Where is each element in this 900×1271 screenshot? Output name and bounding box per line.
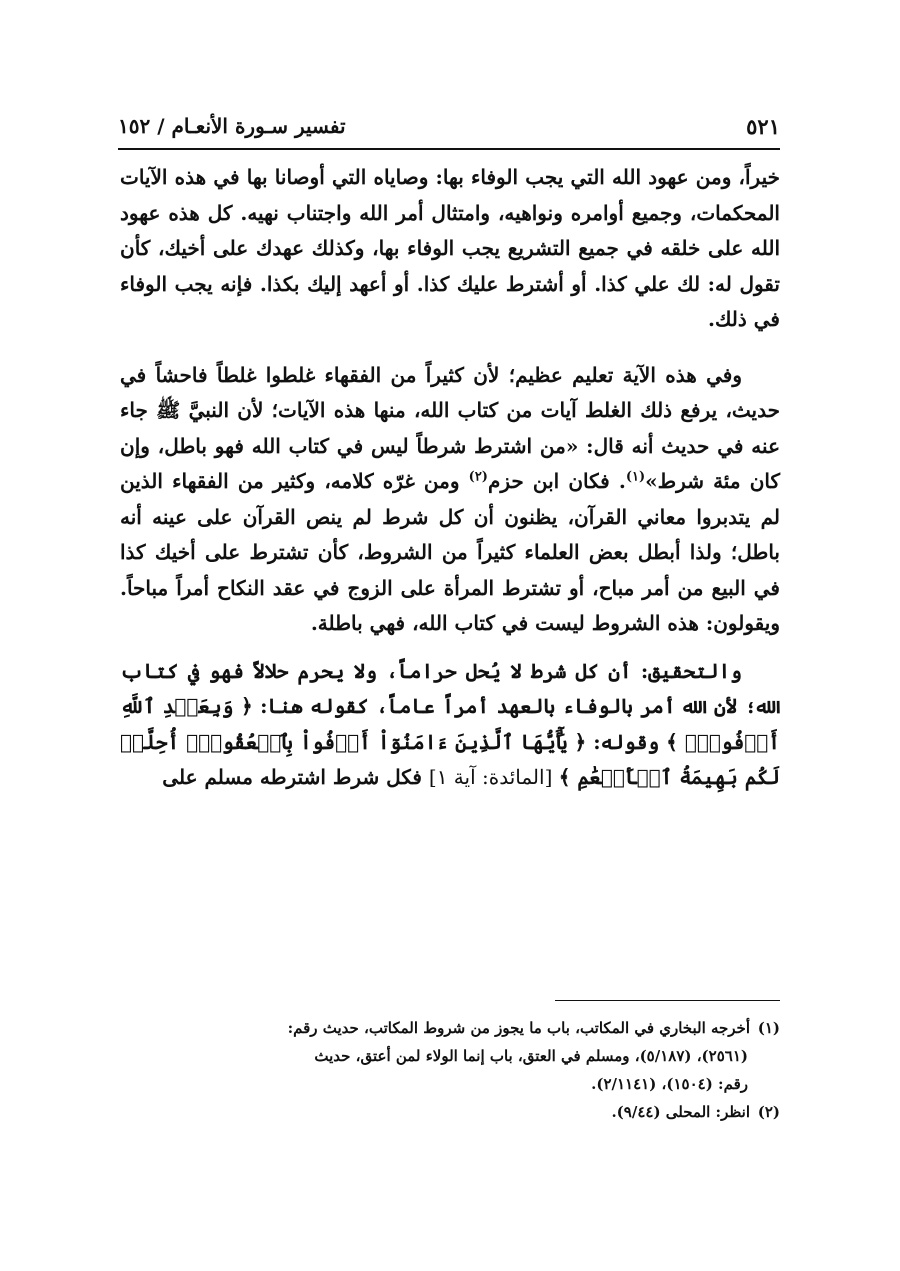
paragraph-3-text-b: وقوله: (586, 729, 667, 754)
footnote-2-text: انظر: المحلى (٩/٤٤). (611, 1103, 750, 1121)
running-title: تفسير سـورة الأنعـام / ١٥٢ (118, 114, 346, 138)
paragraph-1: خيراً، ومن عهود الله التي يجب الوفاء بها: وصاياه التي أوصانا بها في هذه الآيات المحكمات، وجميع أوامره ونواهيه، وامتثال أمر الله واجتناب نهيه. كل هذه عهود الله على خلقه في جميع التشريع يجب الوفاء بها، وكذلك عهدك على أخيك، كأن تقول له: لك علي كذا. أو أشترط عليك كذا. أو أعهد إليك بكذا. فإنه يجب الوفاء في ذلك. (120, 165, 780, 331)
footnote-1-cont-2: رقم: (١٥٠٤)، (٢/١١٤١). (591, 1075, 748, 1093)
verse-reference: [المائدة: آية ١] (428, 765, 559, 789)
footnote-divider (555, 1000, 780, 1001)
footnote-2-number: (٢) (757, 1103, 780, 1121)
paragraph-3-text-a: والتحقيق: أن كل شرط لا يُحل حراماً، ولا يحرم حلالاً فهو في كتاب الله؛ لأن الله أمر بالوفاء بالعهد أمراً عاماً، كقوله هنا: (120, 658, 780, 718)
footnote-ref-1[interactable]: (١) (625, 469, 646, 485)
footnote-1 (120, 1014, 780, 1042)
footnote-1-line-1: أخرجه البخاري في المكاتب، باب ما يجوز من شروط المكاتب، حديث رقم: (287, 1019, 750, 1037)
paragraph-3 (120, 654, 780, 796)
footnotes (120, 1014, 780, 1126)
paragraph-2-text-b: . فكان ابن حزم (487, 469, 626, 493)
page-number: ٥٢١ (746, 113, 780, 139)
quran-verse-1: ﴿ وَبِعَهۡدِ ٱللَّهِ أَوۡفُواْۚ ﴾ (120, 694, 781, 754)
footnote-ref-2[interactable]: (٢) (468, 469, 488, 485)
paragraph-2-text-a: وفي هذه الآية تعليم عظيم؛ لأن كثيراً من الفقهاء غلطوا غلطاً فاحشاً في حديث، يرفع ذلك الغلط آيات من كتاب الله، منها هذه الآيات؛ لأن النبيَّ ﷺ جاء عنه في حديث أنه قال: «من اشترط شرطاً ليس في كتاب الله فهو باطل، وإن كان مئة شرط» (120, 362, 780, 493)
paragraph-2-text-c: ومن غرّه كلامه، وكثير من الفقهاء الذين لم يتدبروا معاني القرآن، يظنون أن كل شرط لم ينص القرآن على عينه أنه باطل؛ ولذا أبطل بعض العلماء كثيراً من الشروط، كأن تشترط على أخيك كذا في البيع من أمر مباح، أو تشترط المرأة على الزوج في عقد النكاح أمراً مباحاً. ويقولون: هذه الشروط ليست في كتاب الله، فهي باطلة. (120, 469, 780, 635)
paragraph-3-text-c: فكل شرط اشترطه مسلم على (162, 765, 429, 789)
quran-verse-2: ﴿ يَٰٓأَيُّهَا ٱلَّذِينَ ءَامَنُوٓاْ أَوۡفُواْ بِٱلۡعُقُودِۚ أُحِلَّتۡ لَكُم بَهِيمَةُ ٱلۡأَنۡعَٰمِ ﴾ (120, 729, 780, 789)
running-header (118, 104, 780, 150)
footnote-2 (120, 1098, 780, 1126)
main-text (120, 160, 780, 796)
footnote-1-cont-1: (٢٥٦١)، (٥/١٨٧)، ومسلم في العتق، باب إنما الولاء لمن أعتق، حديث (314, 1047, 748, 1065)
paragraph-2 (120, 358, 780, 642)
footnote-1-number: (١) (757, 1019, 780, 1037)
